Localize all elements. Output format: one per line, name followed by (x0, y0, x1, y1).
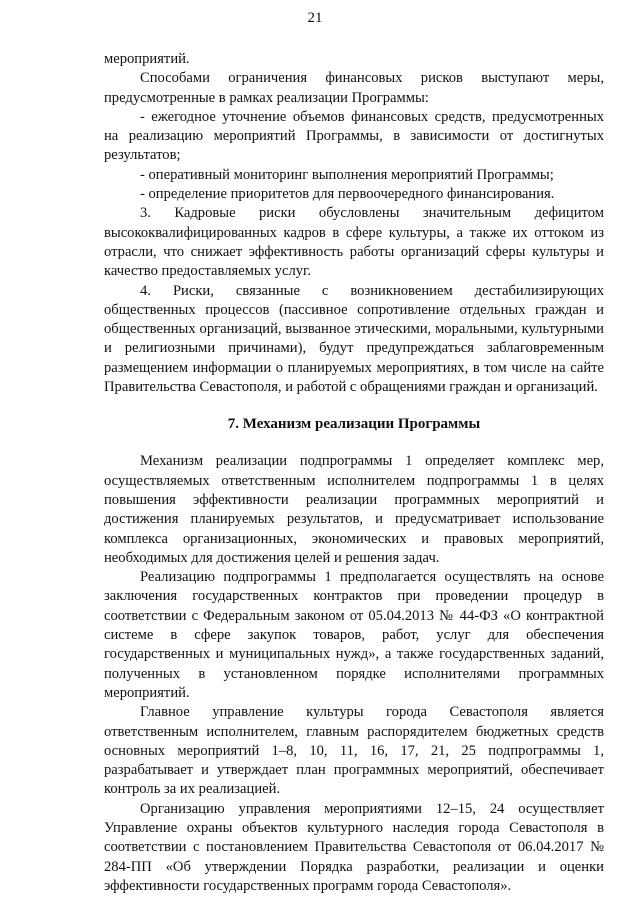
list-item: - ежегодное уточнение объемов финансовых средств, предусмотренных на реализацию мероприятий Программы, в зависимости от достигнутых результатов; (104, 108, 604, 164)
section-heading: 7. Механизм реализации Программы (227, 416, 481, 433)
list-item: - оперативный мониторинг выполнения мероприятий Программы; (140, 166, 554, 183)
paragraph: Реализацию подпрограммы 1 предполагается осуществлять на основе заключения государственных контрактов при проведении процедур в соответствии с Федеральным законом от 05.04.2013 № 44-ФЗ «О контрактной системе в сфере закупок товаров, работ, услуг для обеспечения государственных и муниципальных нужд», а также государственных заданий, полученных в установленном порядке исполнителями программных мероприятий. (104, 569, 604, 701)
paragraph: 3. Кадровые риски обусловлены значительным дефицитом высококвалифицированных кадров в сфере культуры, а также их оттоком из отрасли, что снижает эффективность работы организаций сферы культуры и качество предоставляемых услуг. (104, 205, 604, 280)
paragraph: Механизм реализации подпрограммы 1 определяет комплекс мер, осуществляемых ответственным исполнителем подпрограммы 1 в целях повышения эффективности реализации программных мероприятий и достижения планируемых результатов, и предусматривает использование комплекса организационных, экономических и правовых мероприятий, необходимых для достижения целей и решения задач. (104, 453, 604, 566)
paragraph: 4. Риски, связанные с возникновением дестабилизирующих общественных процессов (пассивное сопротивление отдельных граждан и общественных организаций, вызванное этическими, моральными, культурными и религиозными причинами), будут предупреждаться заблаговременным размещением информации о планируемых мероприятиях, в том числе на сайте Правительства Севастополя, и работой с обращениями граждан и организаций. (104, 282, 604, 396)
paragraph: Главное управление культуры города Севастополя является ответственным исполнителем, главным распорядителем бюджетных средств основных мероприятий 1–8, 10, 11, 16, 17, 21, 25 подпрограммы 1, разрабатывает и утверждает план программных мероприятий, обеспечивает контроль за их реализацией. (104, 704, 604, 798)
list-item: - определение приоритетов для первоочередного финансирования. (140, 186, 555, 203)
page-number: 21 (307, 10, 323, 26)
paragraph: Организацию управления мероприятиями 12–15, 24 осуществляет Управление охраны объектов культурного наследия города Севастополя в соответствии с постановлением Правительства Севастополя от 06.04.2017 № 284-ПП «Об утверждении Порядка разработки, реализации и оценки эффективности государственных программ города Севастополя». (104, 800, 604, 894)
paragraph: мероприятий. (104, 51, 190, 67)
page-body (104, 50, 604, 896)
paragraph: Способами ограничения финансовых рисков выступают меры, предусмотренные в рамках реализации Программы: (104, 70, 604, 106)
